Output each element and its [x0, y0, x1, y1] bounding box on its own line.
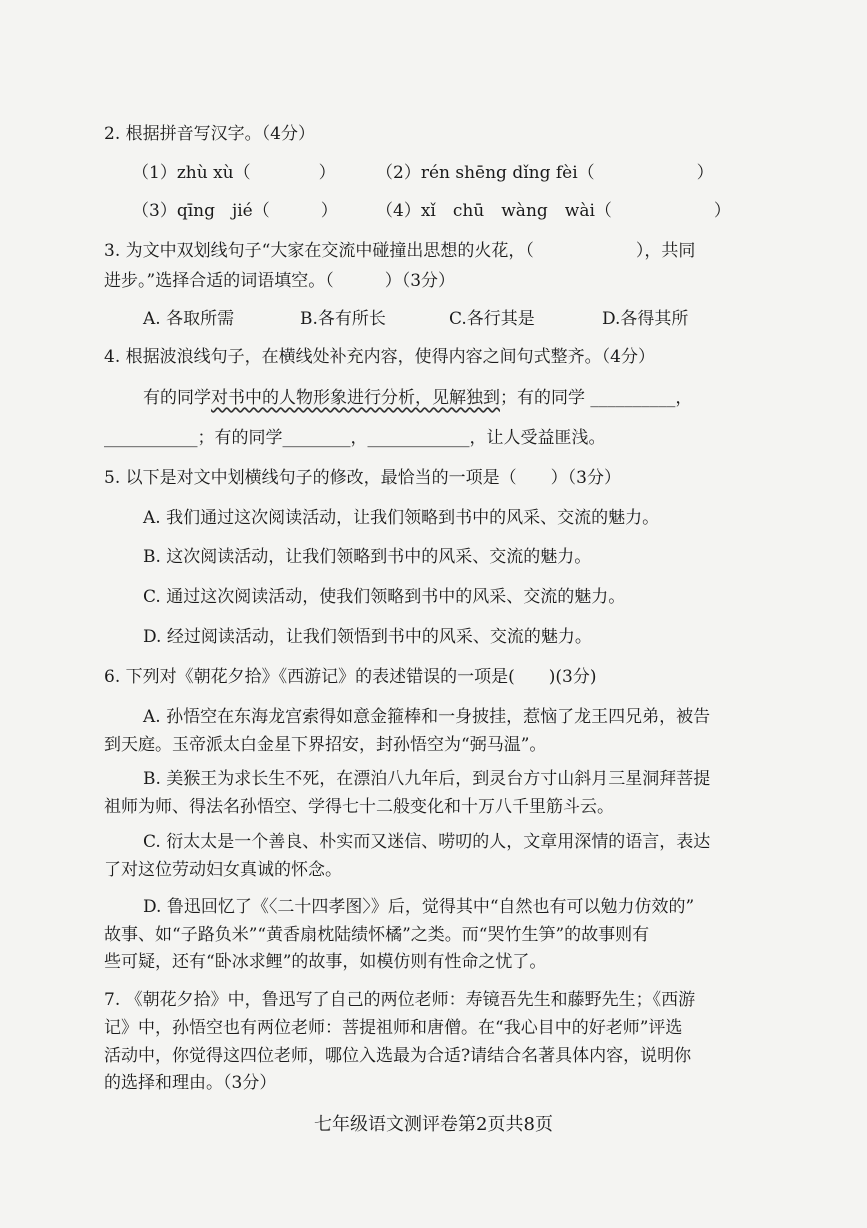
q4-line1 [143, 387, 692, 409]
q3-option-b: B.各有所长 [300, 309, 386, 329]
q2-item-1: （1）zhù xù（ ） [132, 163, 336, 183]
q7-stem-line1: 7. 《朝花夕拾》中，鲁迅写了自己的两位老师：寿镜吾先生和藤野先生；《西游 [104, 990, 696, 1010]
q3-option-c: C.各行其是 [449, 309, 535, 329]
q4-wavy-sentence: 对书中的人物形象进行分析，见解独到 [211, 388, 500, 408]
q3-option-d: D.各得其所 [602, 309, 689, 329]
q5-option-a: A. 我们通过这次阅读活动，让我们领略到书中的风采、交流的魅力。 [143, 508, 660, 528]
q4-line1-suffix: ；有的同学 __________， [500, 388, 693, 408]
q5-option-c: C. 通过这次阅读活动，使我们领略到书中的风采、交流的魅力。 [143, 587, 626, 607]
q3-stem-line2: 进步。”选择合适的词语填空。（ ）（3分） [104, 271, 456, 291]
q2-item-3: （3）qīng jié（ ） [132, 201, 338, 221]
q5-stem: 5. 以下是对文中划横线句子的修改，最恰当的一项是（ ）（3分） [104, 468, 621, 488]
q6-option-d-line1: D. 鲁迅回忆了《〈二十四孝图〉》后，觉得其中“自然也有可以勉力仿效的” [143, 897, 695, 917]
q3-option-a: A. 各取所需 [143, 309, 235, 329]
q6-stem: 6. 下列对《朝花夕拾》《西游记》的表述错误的一项是( )(3分) [104, 667, 597, 687]
q5-option-b: B. 这次阅读活动，让我们领略到书中的风采、交流的魅力。 [143, 547, 592, 567]
q6-option-d-line2: 故事、如“子路负米”“黄香扇枕陆绩怀橘”之类。而“哭竹生笋”的故事则有 [104, 925, 650, 945]
q3-stem-line1: 3. 为文中双划线句子“大家在交流中碰撞出思想的火花，（ ），共同 [104, 241, 696, 261]
q2-item-4: （4）xǐ chū wàng wài（ ） [376, 201, 731, 221]
q7-stem-line2: 记》中，孙悟空也有两位老师：菩提祖师和唐僧。在“我心目中的好老师”评选 [104, 1018, 683, 1038]
q4-line2: ___________；有的同学________，____________，让人受益匪浅。 [104, 428, 606, 448]
q6-option-c-line2: 了对这位劳动妇女真诚的怀念。 [104, 860, 342, 880]
q2-item-2: （2）rén shēng dǐng fèi（ ） [376, 163, 714, 183]
q6-option-a-line1: A. 孙悟空在东海龙宫索得如意金箍棒和一身披挂，惹恼了龙王四兄弟，被告 [143, 707, 711, 727]
q4-line1-prefix: 有的同学 [143, 388, 211, 408]
q6-option-c-line1: C. 衍太太是一个善良、朴实而又迷信、唠叨的人，文章用深情的语言，表达 [143, 832, 711, 852]
q5-option-d: D. 经过阅读活动，让我们领悟到书中的风采、交流的魅力。 [143, 627, 592, 647]
q6-option-b-line2: 祖师为师、得法名孙悟空、学得七十二般变化和十万八千里筋斗云。 [104, 797, 614, 817]
q6-option-b-line1: B. 美猴王为求长生不死，在漂泊八九年后，到灵台方寸山斜月三星洞拜菩提 [143, 769, 711, 789]
q7-stem-line3: 活动中，你觉得这四位老师，哪位入选最为合适?请结合名著具体内容，说明你 [104, 1046, 692, 1066]
q4-stem: 4. 根据波浪线句子，在横线处补充内容，使得内容之间句式整齐。（4分） [104, 347, 655, 367]
q6-option-a-line2: 到天庭。玉帝派太白金星下界招安，封孙悟空为“弼马温”。 [104, 735, 547, 755]
q2-stem: 2. 根据拼音写汉字。（4分） [104, 124, 315, 144]
q6-option-d-line3: 些可疑，还有“卧冰求鲤”的故事，如模仿则有性命之忧了。 [104, 952, 547, 972]
page-footer: 七年级语文测评卷第2页共8页 [314, 1114, 553, 1135]
q7-stem-line4: 的选择和理由。（3分） [104, 1073, 277, 1093]
